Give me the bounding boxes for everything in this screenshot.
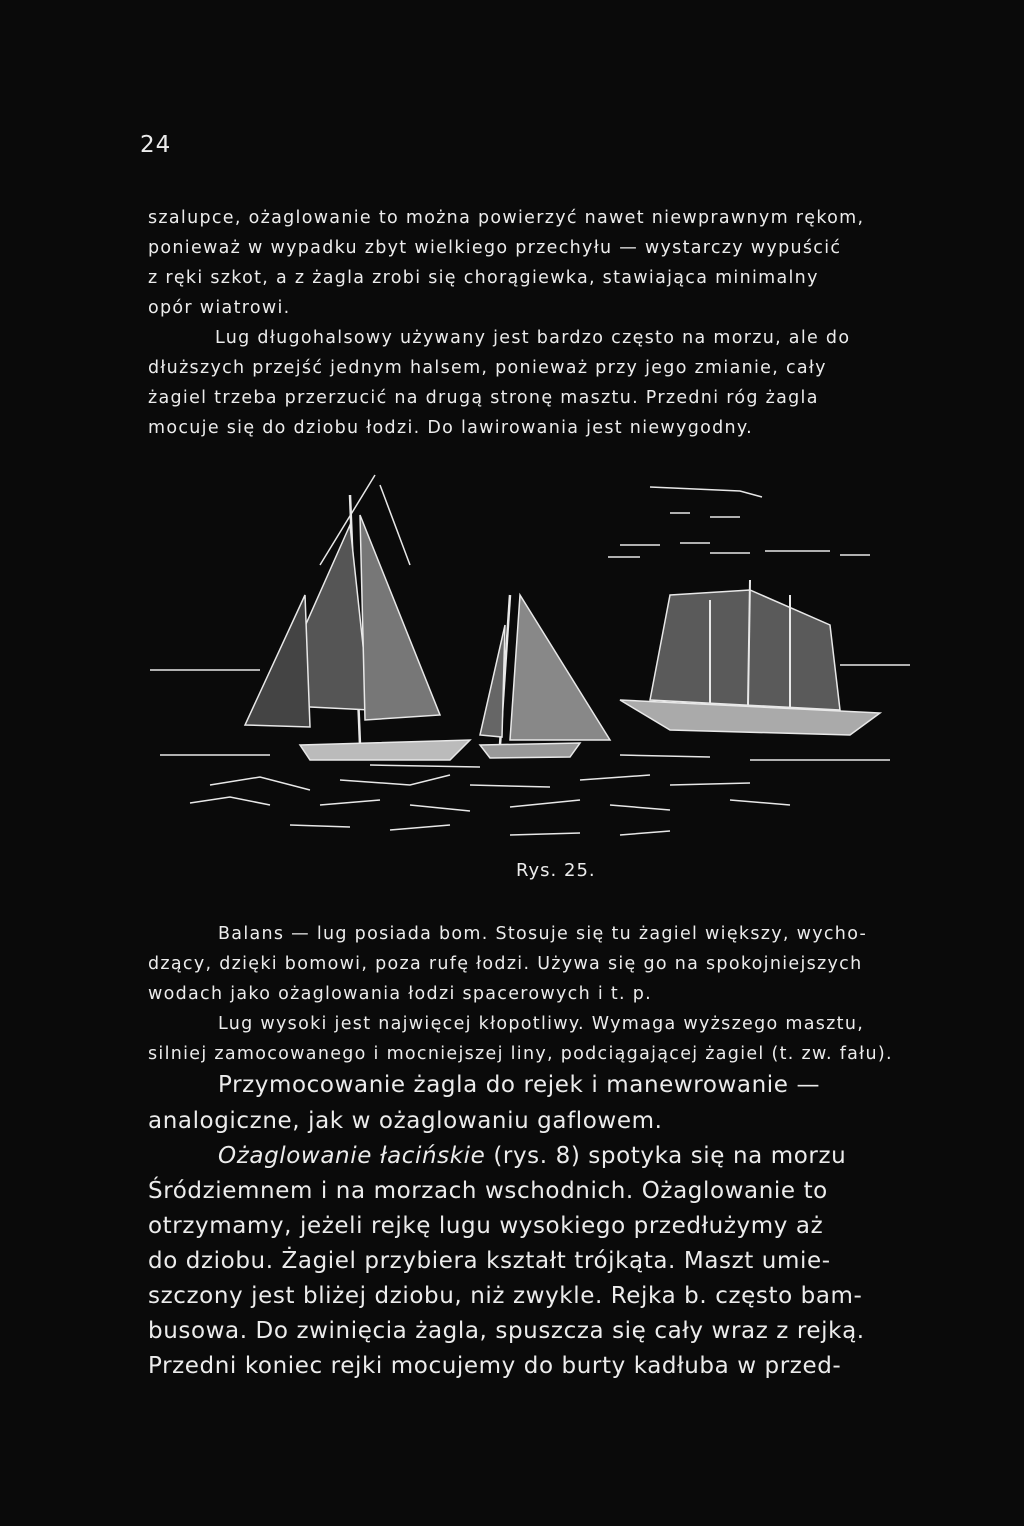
text-line: Przedni koniec rejki mocujemy do burty kadłuba w przed- [148,1353,842,1379]
text-line: Przymocowanie żagla do rejek i manewrowanie — [218,1072,821,1098]
text-line: analogiczne, jak w ożaglowaniu gaflowem. [148,1108,663,1134]
text-line: Lug wysoki jest najwięcej kłopotliwy. Wymaga wyższego masztu, [218,1014,865,1034]
text-line: dzący, dzięki bomowi, poza rufę łodzi. Używa się go na spokojniejszych [148,954,863,974]
figure-caption: Rys. 25. [516,860,596,881]
sailboats-illustration-icon [150,455,920,855]
page-number: 24 [140,132,172,158]
text-line: żagiel trzeba przerzucić na drugą stronę masztu. Przedni róg żagla [148,388,819,408]
text-line: silniej zamocowanego i mocniejszej liny, podciągającej żagiel (t. zw. fału). [148,1044,893,1064]
text-line: Balans — lug posiada bom. Stosuje się tu żagiel większy, wycho- [218,924,868,944]
text-line: do dziobu. Żagiel przybiera kształt trójkąta. Maszt umie- [148,1248,831,1274]
text-line: ponieważ w wypadku zbyt wielkiego przechyłu — wystarczy wypuścić [148,238,842,258]
text-line: wodach jako ożaglowania łodzi spacerowych i t. p. [148,984,653,1004]
text-line: Lug długohalsowy używany jest bardzo często na morzu, ale do [215,328,851,348]
text-line [218,1143,846,1169]
italic-term: Ożaglowanie łacińskie [218,1143,486,1169]
sailboats-figure [150,455,920,855]
text-fragment: (rys. 8) spotyka się na morzu [493,1143,847,1169]
text-line: otrzymamy, jeżeli rejkę lugu wysokiego przedłużymy aż [148,1213,824,1239]
text-line: szczony jest bliżej dziobu, niż zwykle. Rejka b. często bam- [148,1283,863,1309]
text-line: dłuższych przejść jednym halsem, ponieważ przy jego zmianie, cały [148,358,827,378]
text-line: z ręki szkot, a z żagla zrobi się chorągiewka, stawiająca minimalny [148,268,819,288]
text-line: opór wiatrowi. [148,298,291,318]
text-line: busowa. Do zwinięcia żagla, spuszcza się cały wraz z rejką. [148,1318,865,1344]
text-line: Śródziemnem i na morzach wschodnich. Ożaglowanie to [148,1178,828,1204]
text-line: szalupce, ożaglowanie to można powierzyć nawet niewprawnym rękom, [148,208,865,228]
text-line: mocuje się do dziobu łodzi. Do lawirowania jest niewygodny. [148,418,753,438]
